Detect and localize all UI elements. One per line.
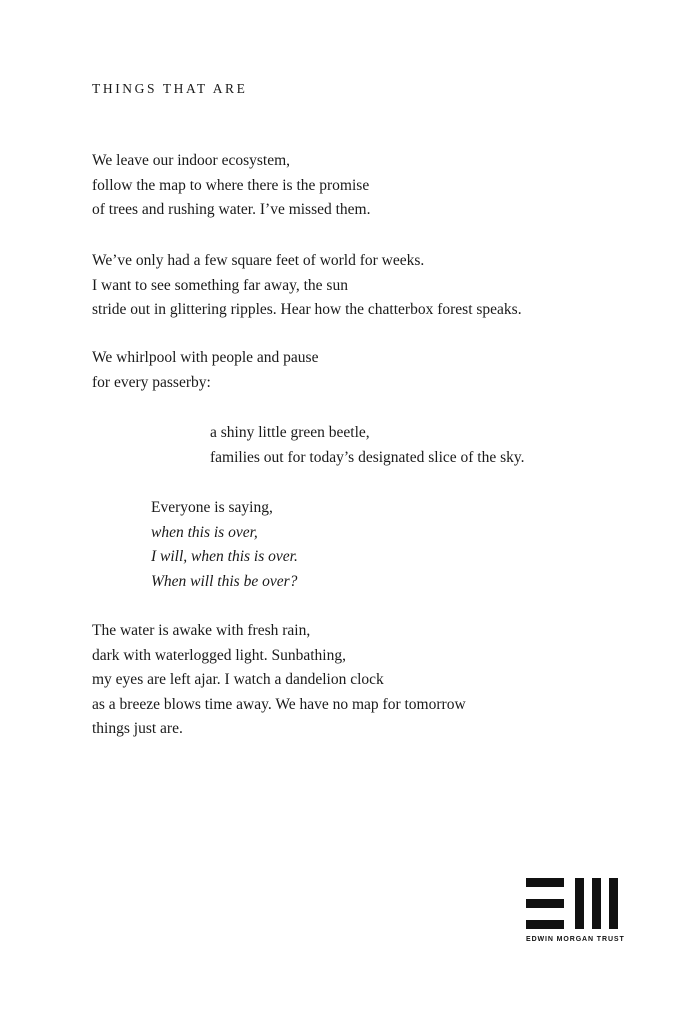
poem-line: for every passerby: <box>92 373 211 391</box>
poem-line: We’ve only had a few square feet of world for weeks. <box>92 252 425 269</box>
stanza <box>92 149 371 223</box>
poem-line: stride out in glittering ripples. Hear how the chatterbox forest speaks. <box>92 301 522 318</box>
poem-line: of trees and rushing water. I’ve missed them. <box>92 201 371 218</box>
poem-title: THINGS THAT ARE <box>92 81 248 96</box>
indented-stanza <box>210 421 525 470</box>
poem-line: I want to see something far away, the sun <box>92 276 348 294</box>
poem-line: dark with waterlogged light. Sunbathing, <box>92 646 346 664</box>
stanza <box>92 249 522 323</box>
edwin-morgan-trust-logo <box>526 878 625 950</box>
poem-line: my eyes are left ajar. I watch a dandelion clock <box>92 671 384 688</box>
poem-line: things just are. <box>92 720 183 737</box>
stanza <box>92 619 466 742</box>
poem-line: Everyone is saying, <box>151 499 273 516</box>
logo-text: EDWIN MORGAN TRUST <box>526 936 625 943</box>
poem-line: We leave our indoor ecosystem, <box>92 152 291 169</box>
indented-stanza <box>151 496 298 594</box>
poem-line: as a breeze blows time away. We have no map for tomorrow <box>92 695 466 713</box>
stanza <box>92 346 318 395</box>
poem-line-italic: when this is over, <box>151 523 258 541</box>
edwin-morgan-trust-logo-icon <box>526 878 622 930</box>
poem-line: a shiny little green beetle, <box>210 424 370 441</box>
poem-line: families out for today’s designated slice of the sky. <box>210 448 525 466</box>
poem-line: The water is awake with fresh rain, <box>92 622 311 639</box>
poem-line: follow the map to where there is the promise <box>92 176 370 194</box>
poem-line-italic: I will, when this is over. <box>151 548 298 565</box>
poem-line-italic: When will this be over? <box>151 572 298 590</box>
poem-line: We whirlpool with people and pause <box>92 349 319 366</box>
